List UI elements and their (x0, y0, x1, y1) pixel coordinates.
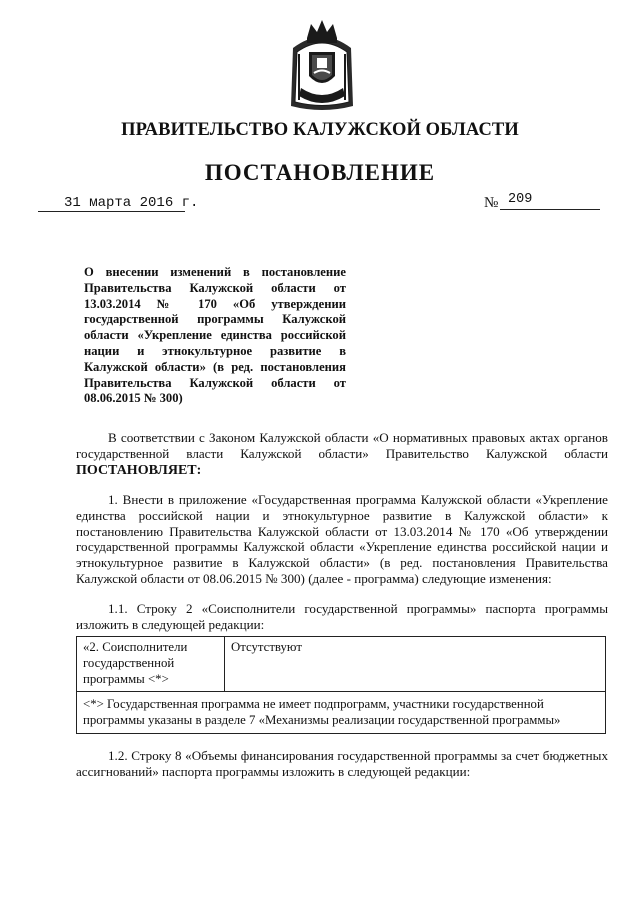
preamble-text: В соответствии с Законом Калужской области «О нормативных правовых актах органов государственной власти Калужской области» Правительство Калужской области (76, 430, 608, 461)
document-subject: О внесении изменений в постановление Правительства Калужской области от 13.03.2014 № 170 «Об утверждении государственной программы Калужской области «Укрепление единства российской нации и этнокультурное развитие в Калужской области» (в ред. постановления Правительства Калужской области от 08.06.2015 № 300) (84, 265, 346, 406)
table-column-divider (224, 637, 225, 691)
number-label: № (484, 195, 499, 211)
date-underline (38, 211, 185, 212)
document-type-title: ПОСТАНОВЛЕНИЕ (204, 160, 436, 185)
passport-row-table (76, 636, 606, 734)
number-underline (500, 209, 600, 210)
table-cell-row-value: Отсутствуют (231, 640, 302, 654)
coat-of-arms-icon (287, 18, 357, 114)
document-date: 31 марта 2016 г. (64, 195, 199, 211)
item-1-paragraph: 1. Внести в приложение «Государственная программа Калужской области «Укрепление единства российской нации и этнокультурное развитие в Калужской области» к постановлению Правительства Калужской области от 13.03.2014 № 170 «Об утверждении государственной программы Калужской области «Укрепление единства российской нации и этнокультурное развитие в Калужской области» (в ред. постановления Правительства Калужской области от 08.06.2015 № 300) (далее - программа) следующие изменения: (76, 492, 608, 586)
table-row-divider (77, 691, 605, 692)
organization-title: ПРАВИТЕЛЬСТВО КАЛУЖСКОЙ ОБЛАСТИ (121, 120, 519, 140)
item-1-2-paragraph: 1.2. Строку 8 «Объемы финансирования государственной программы за счет бюджетных ассигнований» паспорта программы изложить в следующей редакции: (76, 748, 608, 779)
item-1-1-paragraph: 1.1. Строку 2 «Соисполнители государственной программы» паспорта программы изложить в следующей редакции: (76, 601, 608, 632)
decree-word: ПОСТАНОВЛЯЕТ: (76, 462, 202, 478)
table-cell-row-label: «2. Соисполнители государственной программы <*> (83, 640, 188, 686)
preamble-paragraph (76, 430, 608, 478)
table-cell-footnote: <*> Государственная программа не имеет подпрограмм, участники государственной программы указаны в разделе 7 «Механизмы реализации государственной программы» (83, 697, 561, 727)
document-number: 209 (508, 192, 533, 207)
